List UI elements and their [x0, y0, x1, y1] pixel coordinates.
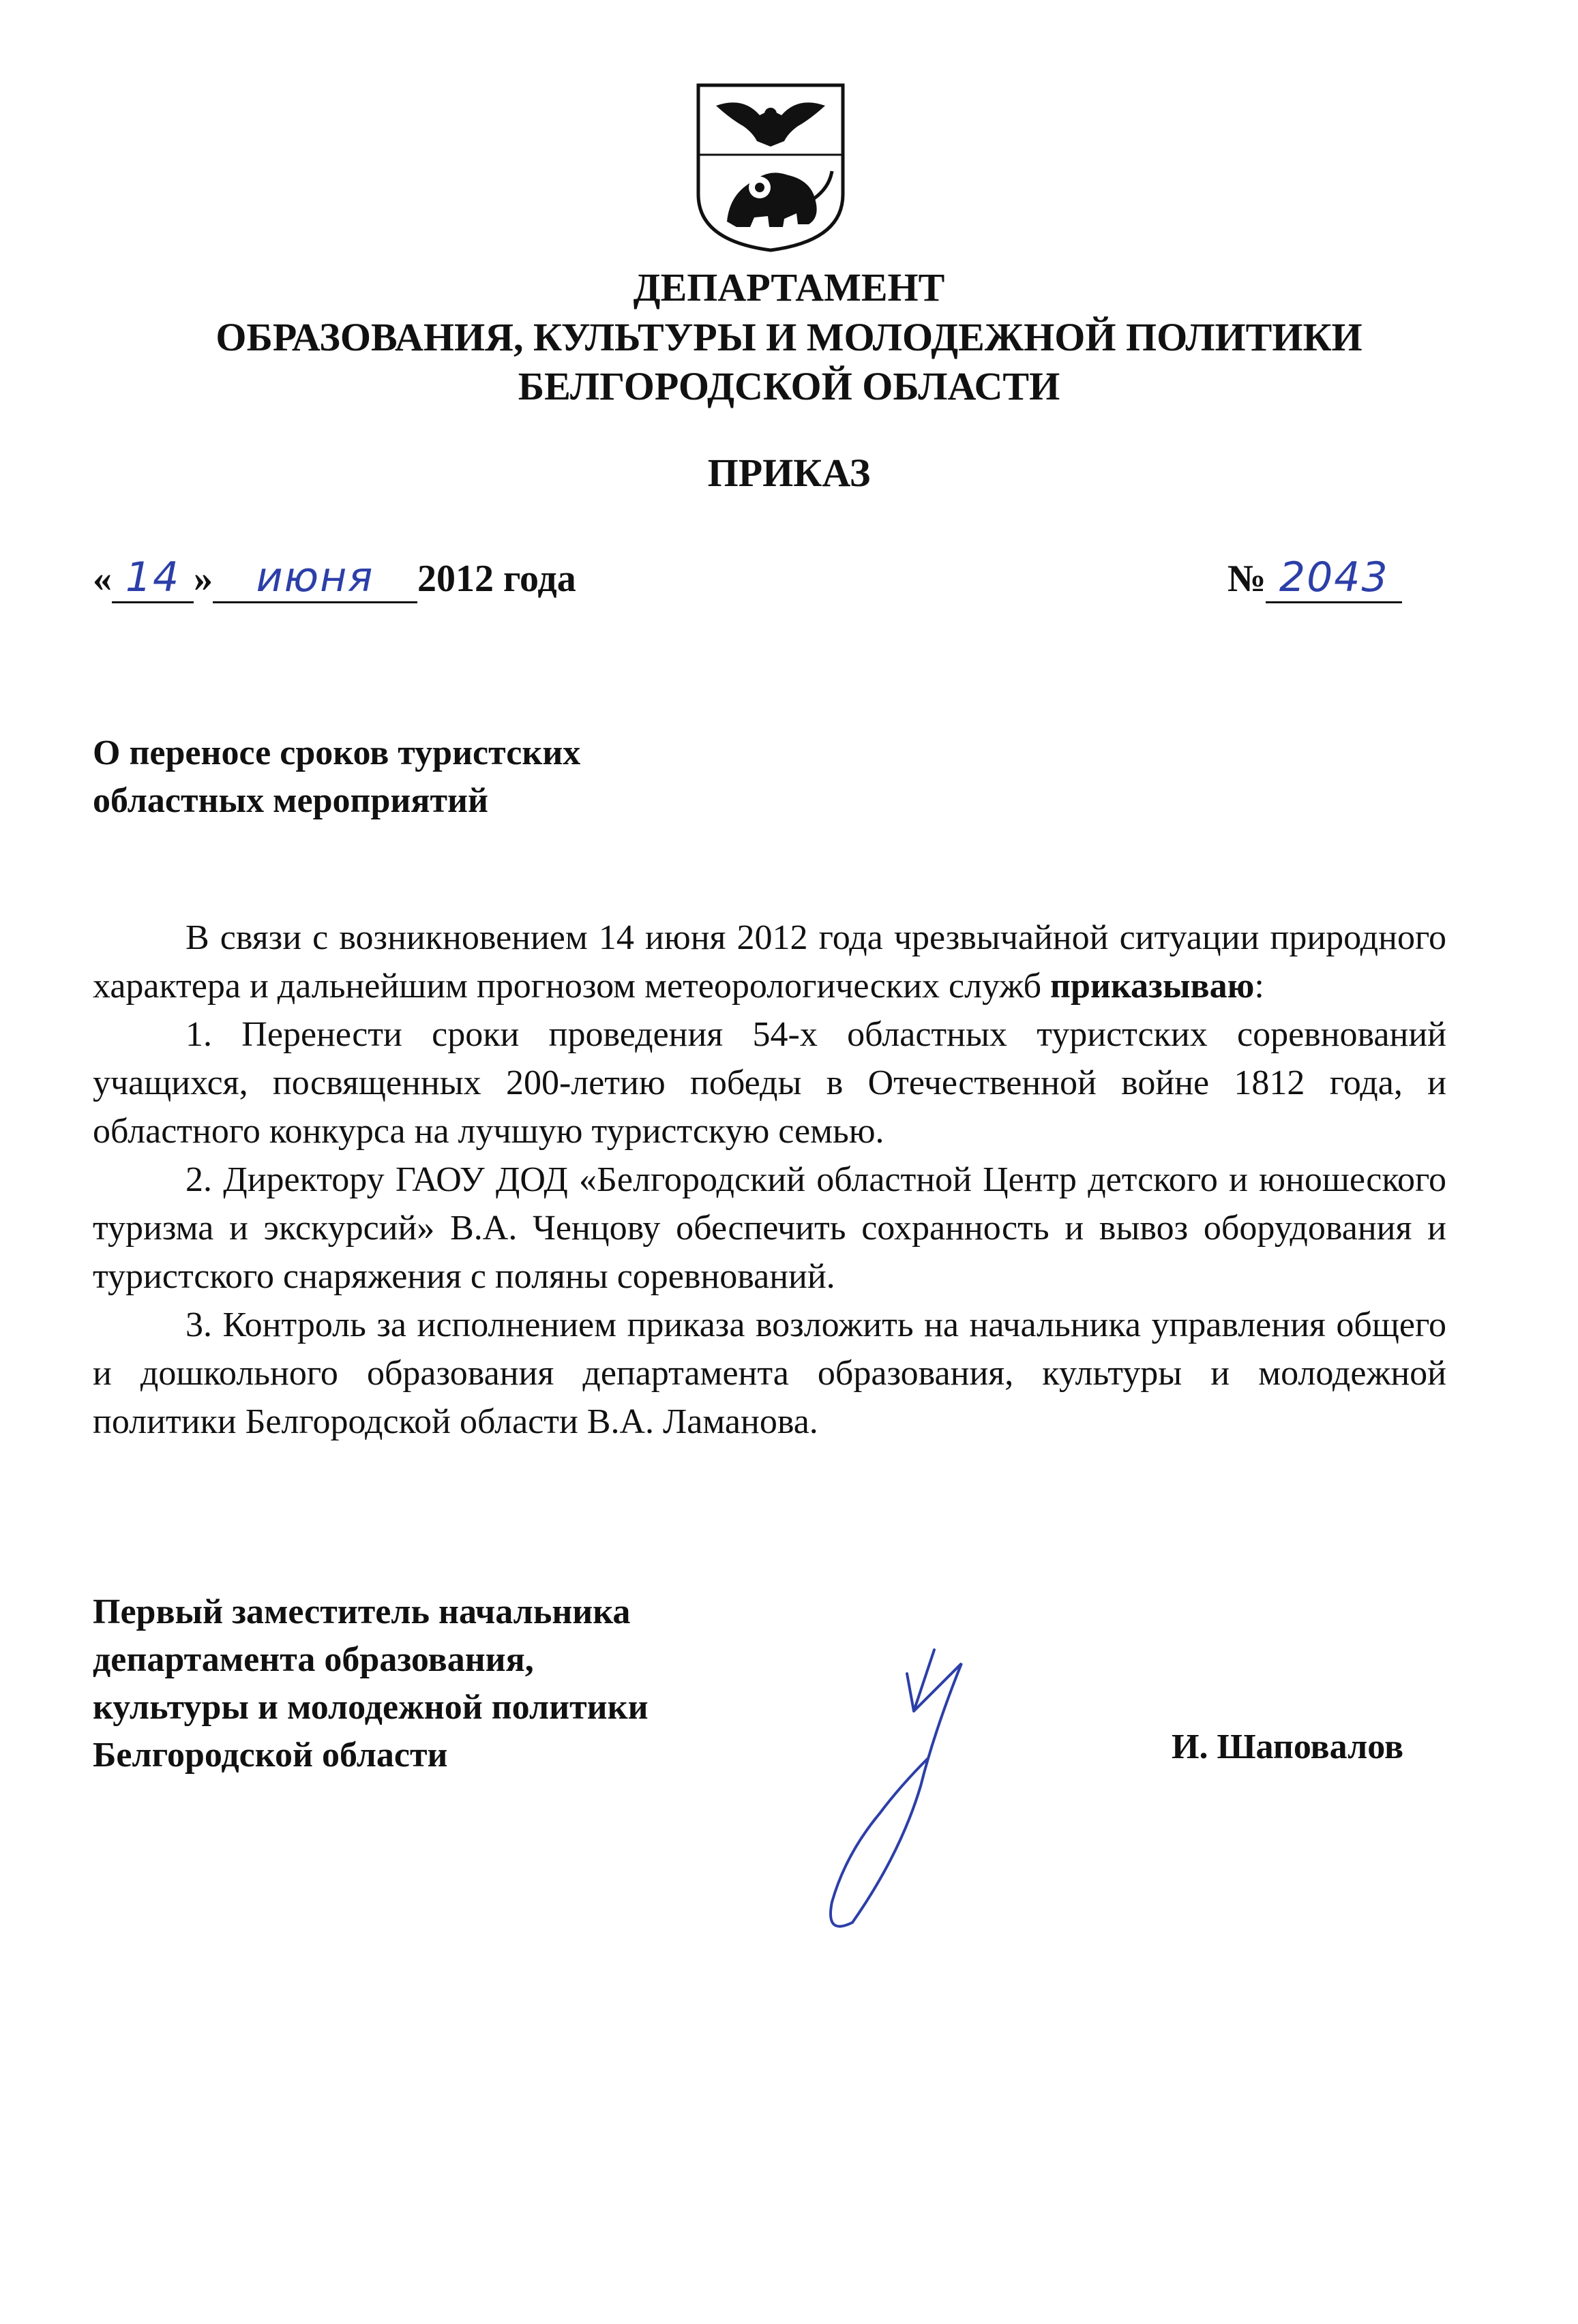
- date-year: 2012 года: [417, 558, 576, 600]
- intro-text: В связи с возникновением 14 июня 2012 года чрезвычайной ситуации природного характера и дальнейшим прогнозом метеорологических служб: [93, 918, 1446, 1006]
- header-line-1: ДЕПАРТАМЕНТ: [633, 265, 945, 310]
- signatory-line-2: департамента образования,: [93, 1640, 534, 1679]
- handwritten-signature: [805, 1636, 1030, 1943]
- date-day-handwritten: 14: [125, 554, 181, 601]
- signatory-title: [93, 1588, 649, 1779]
- signatory-line-3: культуры и молодежной политики: [93, 1688, 649, 1727]
- signatory-line-1: Первый заместитель начальника: [93, 1593, 631, 1631]
- coat-of-arms-icon: [689, 78, 852, 256]
- order-colon: :: [1254, 967, 1264, 1006]
- subject-line-2: областных мероприятий: [93, 781, 488, 820]
- header-line-3: БЕЛГОРОДСКОЙ ОБЛАСТИ: [518, 364, 1060, 408]
- order-body: [93, 914, 1446, 1446]
- document-type-title: ПРИКАЗ: [707, 451, 871, 495]
- date-close-quote: »: [194, 558, 213, 600]
- body-item-3: 3. Контроль за исполнением приказа возложить на начальника управления общего и дошкольного образования департамента образования, культуры и молодежной политики Белгородской области В.А. Ламанова.: [93, 1306, 1446, 1441]
- number-label: №: [1227, 558, 1266, 600]
- body-item-2: 2. Директору ГАОУ ДОД «Белгородский областной Центр детского и юношеского туризма и экскурсий» В.А. Ченцову обеспечить сохранность и вывоз оборудования и туристского снаряжения с поляны соревнований.: [93, 1160, 1446, 1296]
- header-line-2: ОБРАЗОВАНИЯ, КУЛЬТУРЫ И МОЛОДЕЖНОЙ ПОЛИТИКИ: [215, 315, 1363, 359]
- order-number: [1227, 554, 1402, 603]
- number-handwritten: 2043: [1279, 554, 1389, 601]
- order-date: [93, 554, 576, 603]
- number-field: [1266, 554, 1402, 603]
- order-word: приказываю: [1050, 967, 1255, 1006]
- date-month-handwritten: июня: [256, 554, 374, 601]
- order-subject: [93, 729, 580, 825]
- body-item-1: 1. Перенести сроки проведения 54-х областных туристских соревнований учащихся, посвященных 200-летию победы в Отечественной войне 1812 года, и областного конкурса на лучшую туристскую семью.: [93, 1015, 1446, 1151]
- date-month-field: [213, 554, 417, 603]
- date-day-field: [112, 554, 194, 603]
- date-open-quote: «: [93, 558, 112, 600]
- body-intro: [93, 914, 1446, 1010]
- subject-line-1: О переносе сроков туристских: [93, 734, 581, 772]
- signatory-line-4: Белгородской области: [93, 1736, 448, 1775]
- signatory-name: И. Шаповалов: [1172, 1727, 1404, 1766]
